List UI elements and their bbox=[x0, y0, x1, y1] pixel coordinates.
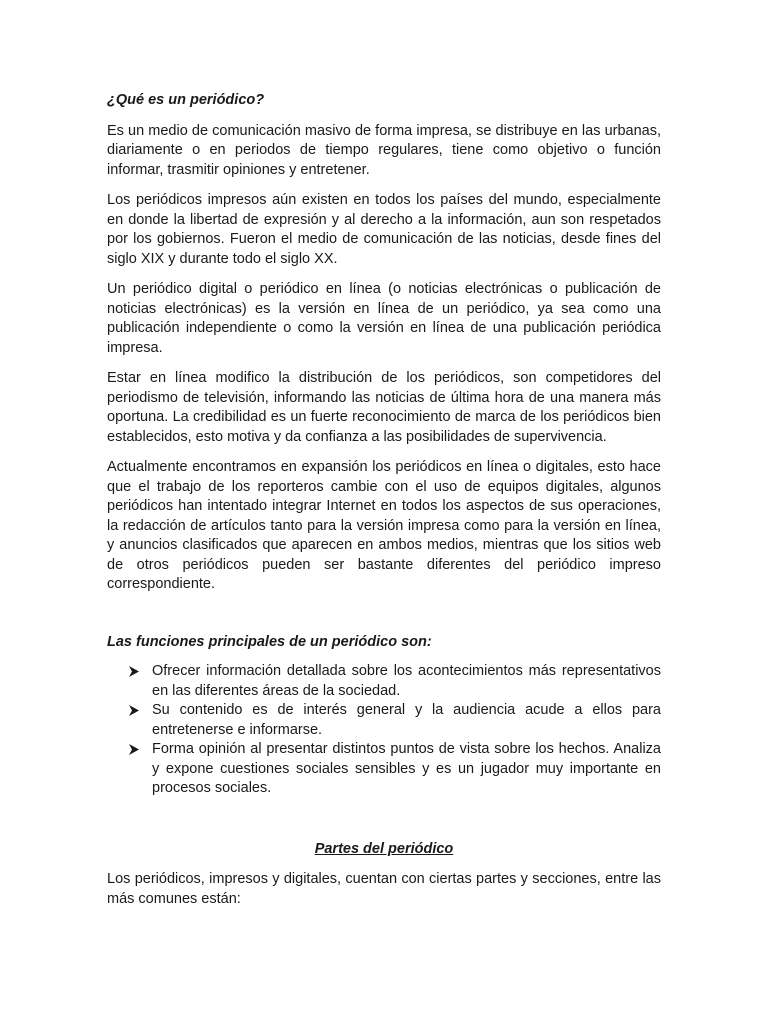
functions-list bbox=[107, 662, 661, 799]
list-item-text: Su contenido es de interés general y la audiencia acude a ellos para entretenerse e informarse. bbox=[152, 702, 661, 738]
paragraph-printed-newspapers: Los periódicos impresos aún existen en todos los países del mundo, especialmente en donde la libertad de expresión y al derecho a la información, aun son respetados por los gobiernos. Fueron el medio de comunicación de las noticias, desde fines del siglo XIX y durante todo el siglo XX. bbox=[107, 192, 661, 267]
list-item bbox=[107, 662, 661, 701]
section-heading-parts: Partes del periódico bbox=[314, 840, 454, 857]
list-item-text: Forma opinión al presentar distintos puntos de vista sobre los hechos. Analiza y expone cuestiones sociales sensibles y es un jugador muy importante en procesos sociales. bbox=[152, 741, 661, 796]
arrowhead-bullet-icon bbox=[129, 662, 143, 682]
document-page bbox=[107, 91, 661, 909]
section-heading-what-is: ¿Qué es un periódico? bbox=[107, 92, 265, 108]
paragraph-parts-intro: Los periódicos, impresos y digitales, cuentan con ciertas partes y secciones, entre las más comunes están: bbox=[107, 871, 661, 907]
list-item bbox=[107, 701, 661, 740]
paragraph-digital-newspapers: Un periódico digital o periódico en línea (o noticias electrónicas o publicación de noticias electrónicas) es la versión en línea de un periódico, ya sea como una publicación independiente o como la versión en línea de una publicación periódica impresa. bbox=[107, 281, 661, 356]
arrowhead-bullet-icon bbox=[129, 740, 143, 760]
paragraph-definition: Es un medio de comunicación masivo de forma impresa, se distribuye en las urbanas, diariamente o en periodos de tiempo regulares, tiene como objetivo o función informar, trasmitir opiniones y entretener. bbox=[107, 122, 661, 178]
list-item-text: Ofrecer información detallada sobre los acontecimientos más representativos en las diferentes áreas de la sociedad. bbox=[152, 663, 661, 699]
list-item bbox=[107, 740, 661, 799]
section-heading-functions: Las funciones principales de un periódico son: bbox=[107, 633, 432, 650]
paragraph-expansion: Actualmente encontramos en expansión los periódicos en línea o digitales, esto hace que el trabajo de los reporteros cambie con el uso de equipos digitales, algunos periódicos han intentado integrar Internet en todos los aspectos de sus operaciones, la redacción de artículos tanto para la versión impresa como para la versión en línea, y anuncios clasificados que aparecen en ambos medios, mientras que los sitios web de otros periódicos pueden ser bastante diferentes del periódico impreso correspondiente. bbox=[107, 459, 661, 592]
arrowhead-bullet-icon bbox=[129, 701, 143, 721]
paragraph-online-impact: Estar en línea modifico la distribución de los periódicos, son competidores del periodismo de televisión, informando las noticias de última hora de una manera más oportuna. La credibilidad es un fuerte reconocimiento de marca de los periódicos bien establecidos, esto motiva y da confianza a las posibilidades de supervivencia. bbox=[107, 370, 661, 445]
